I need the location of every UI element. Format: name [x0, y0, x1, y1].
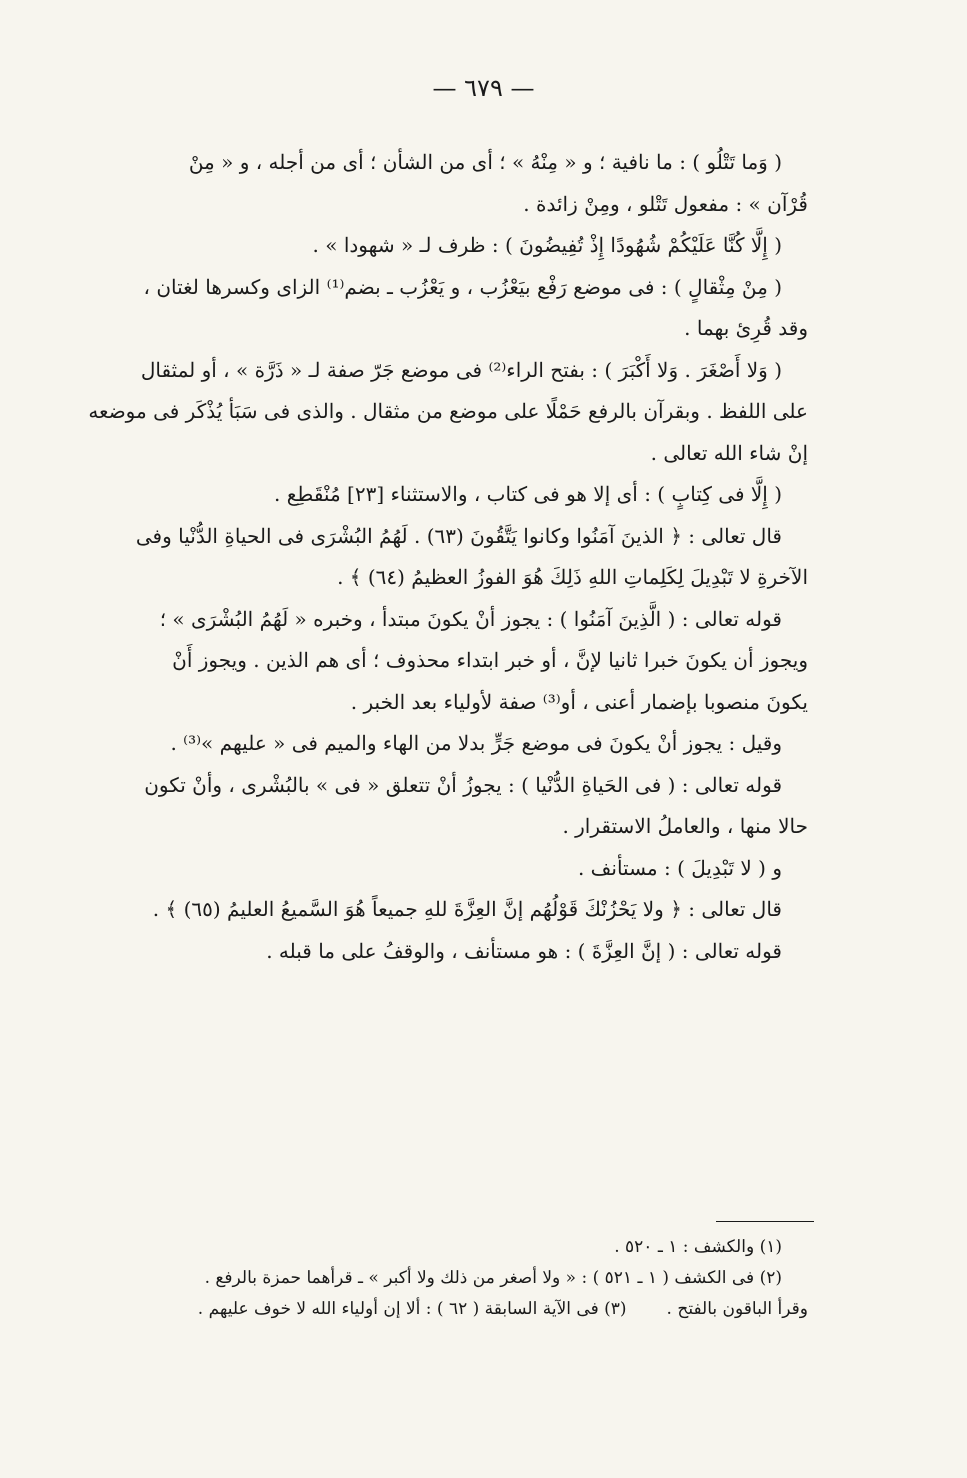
text-line: حالا منها ، والعاملُ الاستقرار .: [562, 814, 808, 838]
text-line: يكونَ منصوبا بإضمار أعنى ، أو⁽³⁾ صفة لأولياء بعد الخبر .: [350, 689, 808, 714]
text-line: إنْ شاء الله تعالى .: [650, 440, 808, 465]
text-line: على اللفظ . وبقرآن بالرفع حَمْلًا على موضع من مثقال . والذى فى سَبَأ يُذْكَر فى موضعه: [88, 399, 808, 423]
footnote-text: (٢) فى الكشف ( ١ ـ ٥٢١ ) : « ولا أصغر من ذلك ولا أكبر » ـ قرأهما حمزة بالرفع .: [204, 1268, 782, 1288]
footnote-text: (١) والكشف : ١ ـ ٥٢٠ .: [614, 1237, 782, 1257]
text-line: ( إِلَّا كُنَّا عَلَيْكُمْ شُهُودًا إِذْ تُفِيضُونَ ) : ظرف لـ « شهودا » .: [312, 233, 782, 257]
text-line: الآخرةِ لا تَبْدِيلَ لِكَلِماتِ اللهِ ذَلِكَ هُوَ الفوزُ العظيمُ (٦٤) ﴾ .: [337, 565, 808, 589]
body-text: [36, 142, 808, 972]
footnotes: [36, 1232, 808, 1325]
footnote-text: وقرأ الباقون بالفتح .: [666, 1299, 808, 1319]
footnote-separator: [716, 1221, 814, 1222]
text-line: ( وَما تَتْلُو ) : ما نافية ؛ و « مِنْهُ » ؛ أى من الشأن ؛ أى من أجله ، و « مِنْ: [188, 150, 782, 174]
footnote-text: (٣) فى الآية السابقة ( ٦٢ ) : ألا إن أولياء الله لا خوف عليهم .: [197, 1299, 627, 1319]
text-line: قوله تعالى : ( الَّذِينَ آمَنُوا ) : يجوز أنْ يكونَ مبتدأ ، وخبره « لَهُمُ البُشْرَى » ؛: [159, 606, 782, 631]
footnote-line: [36, 1294, 808, 1325]
text-line: قال تعالى : ﴿ ولا يَحْزُنْكَ قَوْلُهُم إنَّ العِزَّةَ للهِ جميعاً هُوَ السَّميعُ العليمُ (٦٥) ﴾ .: [152, 897, 782, 921]
text-line: ( مِنْ مِثْقالٍ ) : فى موضع رَفْع بيَعْزُب ، و يَعْزُب ـ بضم⁽¹⁾ الزاى وكسرها لغتان ،: [143, 274, 782, 299]
text-line: ( وَلا أَصْغَرَ . وَلا أَكْبَرَ ) : بفتح الراء⁽²⁾ فى موضع جَرّ صفة لـ « ذَرَّة » ، أو لمثقال: [140, 357, 782, 382]
text-line: قوله تعالى : ( فى الحَياةِ الدُّنْيا ) : يجوزُ أنْ تتعلق « فى » بالبُشْرى ، وأنْ تكون: [144, 772, 782, 797]
text-line: ( إِلَّا فى كِتابٍ ) : أى إلا هو فى كتاب ، والاستثناء [٢٣] مُنْقَطِع .: [274, 482, 782, 506]
text-line: قال تعالى : ﴿ الذينَ آمَنُوا وكانوا يَتَّقُونَ (٦٣) . لَهُمُ البُشْرَى فى الحياةِ الدُّنْيا وفى: [135, 523, 782, 548]
text-line: وقيل : يجوز أنْ يكونَ فى موضع جَرٍّ بدلا من الهاء والميم فى « عليهم »⁽³⁾ .: [170, 731, 782, 755]
text-line: و ( لا تَبْدِيلَ ) : مستأنف .: [577, 855, 782, 880]
footnote-line: [36, 1232, 808, 1263]
text-line: قوله تعالى : ( إنَّ العِزَّةَ ) : هو مستأنف ، والوقفُ على ما قبله .: [266, 938, 782, 963]
footnote-line: [36, 1263, 808, 1294]
text-line: وقد قُرِئ بهما .: [684, 316, 808, 340]
page-number: — ٦٧٩ —: [432, 74, 535, 102]
text-line: قُرْآن » : مفعول تَتْلو ، ومِنْ زائدة .: [523, 191, 808, 216]
text-line: ويجوز أن يكونَ خبرا ثانيا لإنَّ ، أو خبر ابتداء محذوف ؛ أى هم الذين . ويجوز أَنْ: [172, 648, 808, 672]
